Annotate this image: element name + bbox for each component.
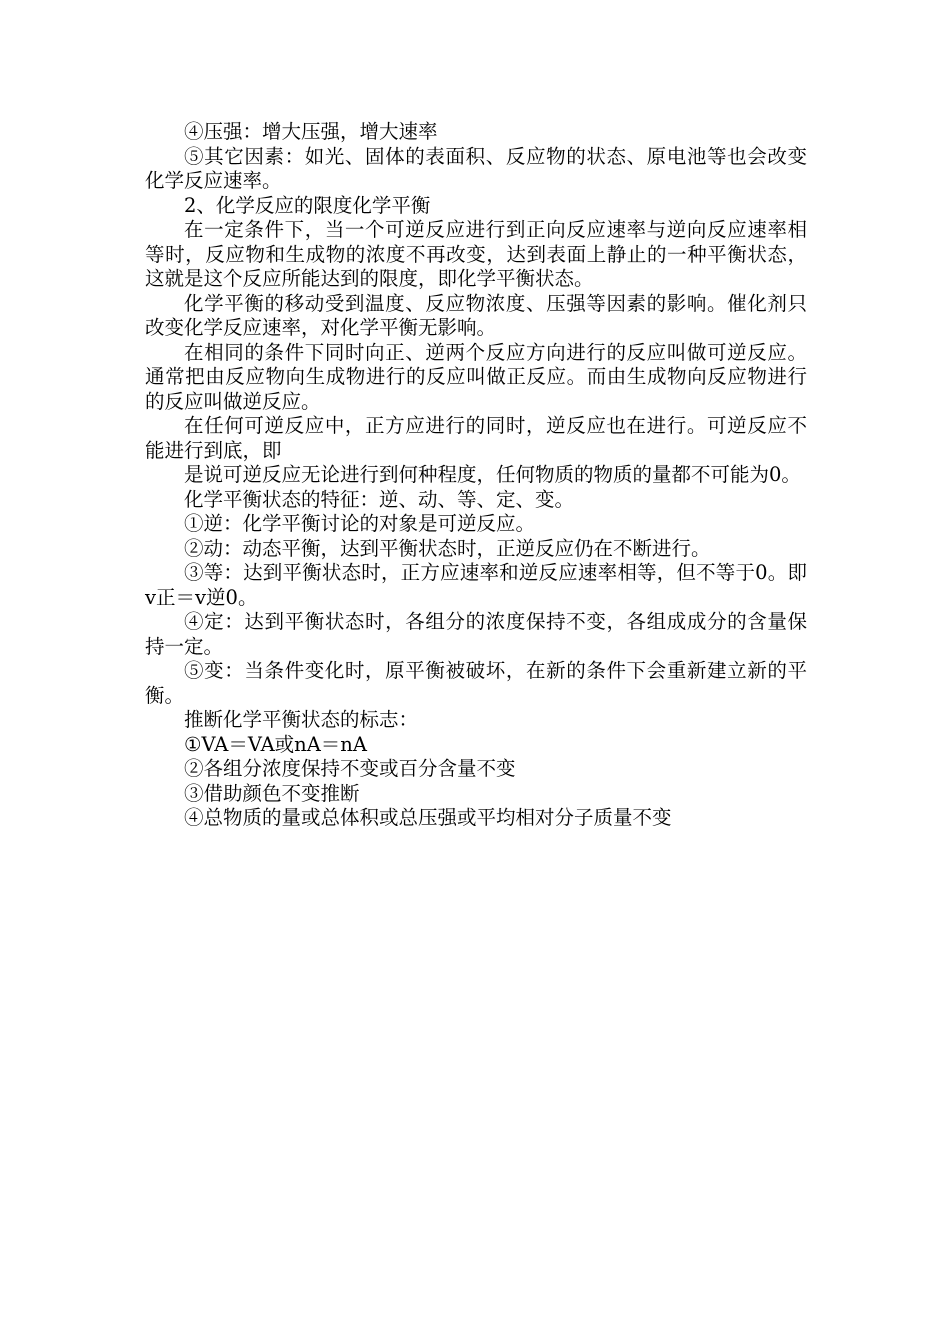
document-body [145,120,807,831]
list-item-indicator-total: ④总物质的量或总体积或总压强或平均相对分子质量不变 [184,806,672,829]
list-item-indicator-concentration: ②各组分浓度保持不变或百分含量不变 [184,757,516,780]
list-item-feature-dynamic: ②动：动态平衡，达到平衡状态时，正逆反应仍在不断进行。 [184,536,711,560]
list-item-indicator-color: ③借助颜色不变推断 [184,781,360,805]
paragraph-other-factors: ⑤其它因素：如光、固体的表面积、反应物的状态、原电池等也会改变化学反应速率。 [145,144,807,192]
section-heading-equilibrium: 2、化学反应的限度化学平衡 [184,193,431,217]
list-item-indicator-rate: ①VA＝VA或nA＝nA [184,732,367,756]
paragraph-equilibrium-definition: 在一定条件下，当一个可逆反应进行到正向反应速率与逆向反应速率相等时，反应物和生成物的浓度不再改变，达到表面上静止的一种平衡状态，这就是这个反应所能达到的限度，即化学平衡状态。 [145,218,807,290]
paragraph-features-title: 化学平衡状态的特征：逆、动、等、定、变。 [184,487,575,511]
list-item-feature-change: ⑤变：当条件变化时，原平衡被破坏，在新的条件下会重新建立新的平衡。 [145,659,807,707]
paragraph-pressure: ④压强：增大压强，增大速率 [184,120,438,143]
paragraph-reversible-reaction: 在相同的条件下同时向正、逆两个反应方向进行的反应叫做可逆反应。通常把由反应物向生成物进行的反应叫做正反应。而由生成物向反应物进行的反应叫做逆反应。 [145,340,807,413]
paragraph-never-zero: 是说可逆反应无论进行到何种程度，任何物质的物质的量都不可能为0。 [184,463,801,486]
list-item-feature-reverse: ①逆：化学平衡讨论的对象是可逆反应。 [184,512,536,535]
paragraph-indicators-title: 推断化学平衡状态的标志： [184,708,419,731]
list-item-feature-fixed: ④定：达到平衡状态时，各组分的浓度保持不变，各组成成分的含量保持一定。 [145,610,807,658]
list-item-feature-equal: ③等：达到平衡状态时，正方应速率和逆反应速率相等，但不等于0。即v正＝v逆0。 [145,561,807,609]
paragraph-reversible-incomplete: 在任何可逆反应中，正方应进行的同时，逆反应也在进行。可逆反应不能进行到底，即 [145,414,807,462]
paragraph-equilibrium-shift: 化学平衡的移动受到温度、反应物浓度、压强等因素的影响。催化剂只改变化学反应速率，对化学平衡无影响。 [145,291,807,339]
